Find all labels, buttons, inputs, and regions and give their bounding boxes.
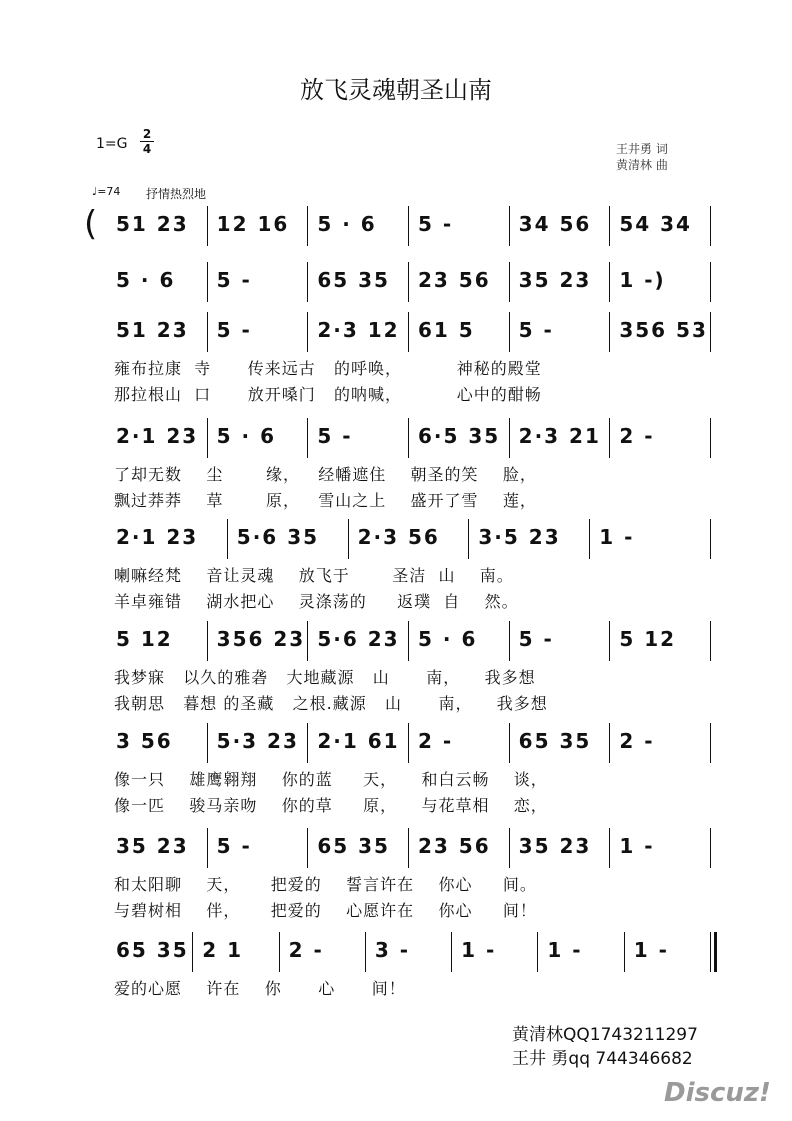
measure-notes: 5 -: [418, 212, 454, 236]
bar-line: [509, 723, 510, 763]
bar-line: [624, 932, 625, 972]
measure-notes: 5 -: [216, 318, 252, 342]
measure-notes: 2·1 23: [116, 525, 199, 549]
bar-line: [307, 621, 308, 661]
bar-line: [509, 828, 510, 868]
lyric-line: 那拉根山 口 放开嗓门 的呐喊， 心中的酣畅: [114, 385, 542, 404]
measure-notes: 51 23: [116, 212, 189, 236]
bar-line: [609, 418, 610, 458]
measure-notes: 1 -: [547, 938, 583, 962]
bar-line: [710, 519, 711, 559]
expression-marking: 抒情热烈地: [146, 187, 207, 201]
bar-line: [279, 932, 280, 972]
lyric-line: 我梦寐 以久的雅砻 大地藏源 山 南， 我多想: [114, 668, 536, 687]
measure-notes: 12 16: [216, 212, 290, 236]
bar-line: [307, 828, 308, 868]
measure-notes: 5 -: [216, 268, 252, 292]
bar-line: [408, 418, 409, 458]
bar-line: [408, 723, 409, 763]
measure-notes: 65 35: [116, 938, 189, 962]
bar-line: [408, 312, 409, 352]
bar-line: [408, 206, 409, 246]
bar-line: [710, 312, 711, 352]
bar-line: [451, 932, 452, 972]
measure-notes: 1 -: [599, 525, 635, 549]
bar-line: [609, 828, 610, 868]
measure-notes: 5 -: [317, 424, 353, 448]
lyric-line: 我朝思 暮想 的圣藏 之根.藏源 山 南， 我多想: [114, 694, 548, 713]
lyric-line: 和太阳聊 天， 把爱的 誓言许在 你心 间。: [114, 875, 537, 894]
bar-line: [710, 723, 711, 763]
bar-line: [710, 932, 711, 972]
measure-notes: 65 35: [317, 268, 390, 292]
bar-line: [509, 621, 510, 661]
measure-notes: 65 35: [317, 834, 390, 858]
measure-notes: 5 · 6: [216, 424, 277, 448]
bar-line: [408, 621, 409, 661]
measure-notes: 6·5 35: [418, 424, 501, 448]
measure-notes: 23 56: [418, 834, 491, 858]
bar-line: [207, 312, 208, 352]
measure-notes: 1 -: [619, 834, 655, 858]
lyric-line: 爱的心愿 许在 你 心 间！: [114, 979, 406, 998]
measure-notes: 5 · 6: [317, 212, 377, 236]
time-signature-bottom: 4: [142, 142, 152, 156]
lyric-line: 与碧树相 伴， 把爱的 心愿许在 你心 间！: [114, 901, 537, 920]
measure-notes: 35 23: [518, 834, 592, 858]
measure-notes: 3 -: [374, 938, 411, 962]
measure-notes: 2 1: [202, 938, 244, 962]
measure-notes: 3 56: [116, 729, 173, 753]
measure-notes: 5 -: [216, 834, 252, 858]
bar-line: [609, 723, 610, 763]
bar-line: [307, 312, 308, 352]
measure-notes: 2 -: [418, 729, 454, 753]
measure-notes: 35 23: [518, 268, 592, 292]
measure-notes: 356 23: [216, 627, 306, 651]
measure-notes: 5 12: [116, 627, 173, 651]
bar-line: [710, 206, 711, 246]
measure-notes: 2 -: [288, 938, 324, 962]
measure-notes: 34 56: [518, 212, 592, 236]
bar-line: [609, 206, 610, 246]
bar-line: [609, 312, 610, 352]
lyric-line: 羊卓雍错 湖水把心 灵涤荡的 返璞 自 然。: [114, 592, 519, 611]
measure-notes: 1 -: [461, 938, 497, 962]
time-signature-top: 2: [142, 127, 152, 141]
bar-line: [710, 418, 711, 458]
measure-notes: 1 -: [633, 938, 669, 962]
bar-line: [207, 418, 208, 458]
bar-line: [509, 312, 510, 352]
bar-line: [710, 262, 711, 302]
key-signature: 1=G: [96, 136, 128, 152]
watermark-logo: Discuz!: [664, 1078, 771, 1108]
measure-notes: 61 5: [418, 318, 475, 342]
bar-line: [408, 828, 409, 868]
song-title: 放飞灵魂朝圣山南: [300, 76, 492, 104]
lyric-line: 了却无数 尘 缘， 经幡遮住 朝圣的笑 脸，: [114, 465, 537, 484]
repeat-open-paren: (: [84, 204, 98, 244]
bar-line: [227, 519, 228, 559]
bar-line: [537, 932, 538, 972]
composer-credit: 黄清林 曲: [616, 158, 668, 172]
measure-notes: 2 -: [619, 729, 655, 753]
time-signature: [140, 128, 154, 155]
bar-line: [609, 621, 610, 661]
measure-notes: 3·5 23: [478, 525, 561, 549]
measure-notes: 65 35: [518, 729, 592, 753]
bar-line: [207, 262, 208, 302]
lyric-line: 雍布拉康 寺 传来远古 的呼唤， 神秘的殿堂: [114, 359, 542, 378]
tempo-marking: ♩=74: [92, 185, 121, 198]
bar-line: [307, 262, 308, 302]
lyric-line: 像一匹 骏马亲吻 你的草 原， 与花草相 恋，: [114, 796, 548, 815]
measure-notes: 5 · 6: [418, 627, 478, 651]
measure-notes: 2·3 12: [317, 318, 400, 342]
measure-notes: 5 12: [619, 627, 677, 651]
contact-composer: 黄清林QQ1743211297: [512, 1025, 698, 1045]
bar-line: [307, 723, 308, 763]
measure-notes: 5·6 35: [236, 525, 320, 549]
bar-line: [509, 262, 510, 302]
contact-lyricist: 王井 勇qq 744346682: [512, 1049, 693, 1069]
bar-line: [207, 828, 208, 868]
bar-line: [192, 932, 193, 972]
measure-notes: 2 -: [619, 424, 655, 448]
lyric-line: 像一只 雄鹰翱翔 你的蓝 天， 和白云畅 谈，: [114, 770, 548, 789]
bar-line: [365, 932, 366, 972]
bar-line: [710, 828, 711, 868]
lyricist-credit: 王井勇 词: [616, 142, 668, 156]
measure-notes: 5·6 23: [317, 627, 400, 651]
measure-notes: 2·3 21: [518, 424, 601, 448]
bar-line: [609, 262, 610, 302]
bar-line: [207, 621, 208, 661]
measure-notes: 356 53: [619, 318, 708, 342]
bar-line: [348, 519, 349, 559]
bar-line: [307, 206, 308, 246]
bar-line: [509, 418, 510, 458]
lyric-line: 飘过莽莽 草 原， 雪山之上 盛开了雪 莲，: [114, 491, 537, 510]
bar-line: [307, 418, 308, 458]
measure-notes: 5 -: [518, 627, 554, 651]
final-bar-line: [714, 932, 717, 972]
bar-line: [207, 723, 208, 763]
measure-notes: 5·3 23: [216, 729, 299, 753]
measure-notes: 1 -): [619, 268, 666, 292]
bar-line: [207, 206, 208, 246]
measure-notes: 23 56: [418, 268, 491, 292]
bar-line: [710, 621, 711, 661]
bar-line: [468, 519, 469, 559]
measure-notes: 54 34: [619, 212, 692, 236]
measure-notes: 2·1 23: [116, 424, 199, 448]
bar-line: [408, 262, 409, 302]
lyric-line: 喇嘛经梵 音让灵魂 放飞于 圣洁 山 南。: [114, 566, 514, 585]
bar-line: [589, 519, 590, 559]
measure-notes: 51 23: [116, 318, 189, 342]
measure-notes: 35 23: [116, 834, 189, 858]
measure-notes: 5 · 6: [116, 268, 176, 292]
measure-notes: 2·3 56: [357, 525, 440, 549]
bar-line: [509, 206, 510, 246]
measure-notes: 5 -: [518, 318, 554, 342]
measure-notes: 2·1 61: [317, 729, 400, 753]
